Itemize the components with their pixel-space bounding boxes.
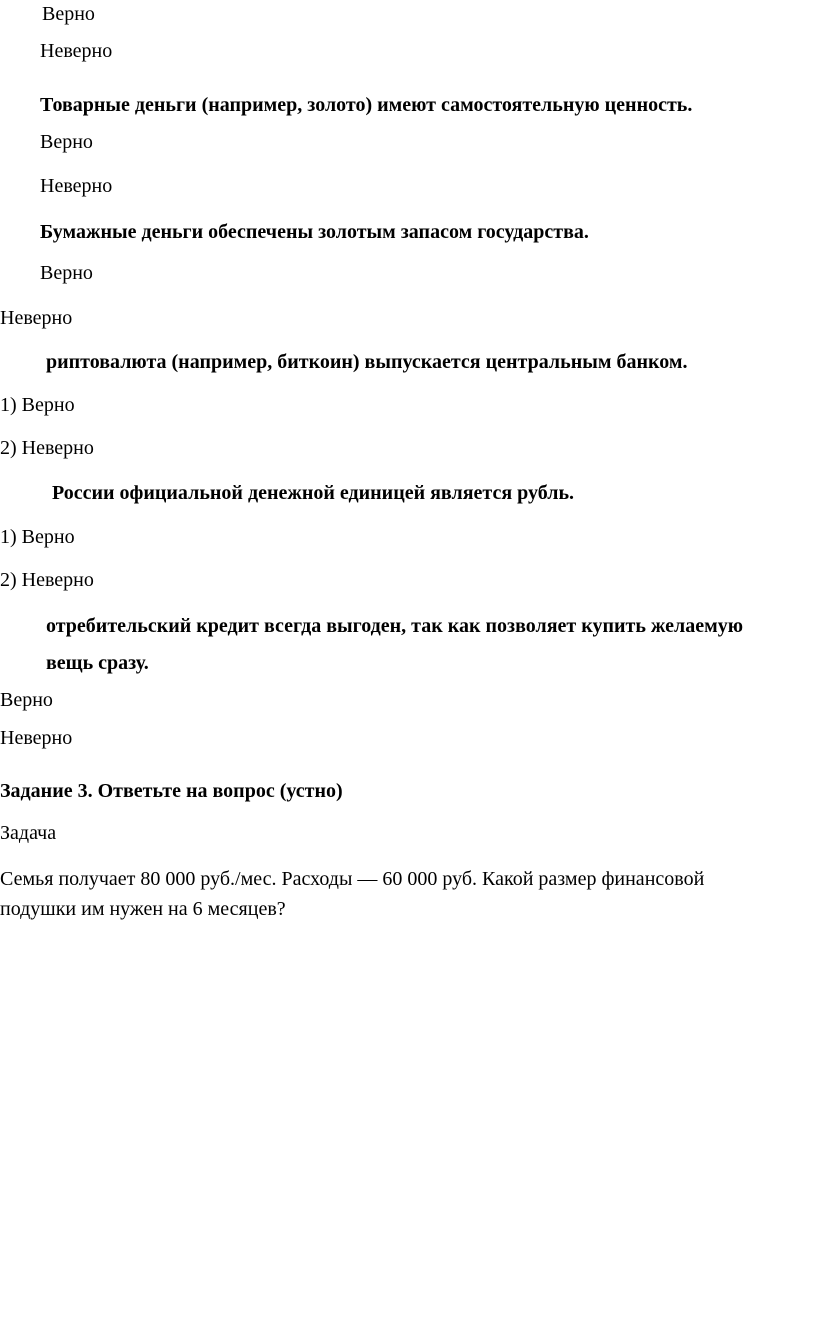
answer-option: Неверно xyxy=(0,307,73,329)
answer-option: Верно xyxy=(40,262,93,284)
question-statement: России официальной денежной единицей является рубль. xyxy=(52,482,575,504)
question-statement-continued: вещь сразу. xyxy=(46,652,149,674)
answer-option: 2) Неверно xyxy=(0,437,94,459)
answer-option: 1) Верно xyxy=(0,526,75,548)
task-text-continued: подушки им нужен на 6 месяцев? xyxy=(0,898,286,920)
question-statement: отребительский кредит всегда выгоден, так как позволяет купить желаемую xyxy=(46,615,744,637)
answer-option: Верно xyxy=(0,689,53,711)
answer-option: 2) Неверно xyxy=(0,569,94,591)
question-statement: Товарные деньги (например, золото) имеют самостоятельную ценность. xyxy=(40,94,693,116)
answer-option: Неверно xyxy=(40,175,113,197)
question-statement: риптовалюта (например, биткоин) выпускается центральным банком. xyxy=(46,351,688,373)
answer-option: Неверно xyxy=(40,40,113,62)
answer-option: Верно xyxy=(42,3,95,25)
task-heading: Задание 3. Ответьте на вопрос (устно) xyxy=(0,780,343,802)
question-statement: Бумажные деньги обеспечены золотым запасом государства. xyxy=(40,221,589,243)
answer-option: Неверно xyxy=(0,727,73,749)
task-text: Семья получает 80 000 руб./мес. Расходы — 60 000 руб. Какой размер финансовой xyxy=(0,868,705,890)
task-label: Задача xyxy=(0,822,57,844)
answer-option: Верно xyxy=(40,131,93,153)
answer-option: 1) Верно xyxy=(0,394,75,416)
